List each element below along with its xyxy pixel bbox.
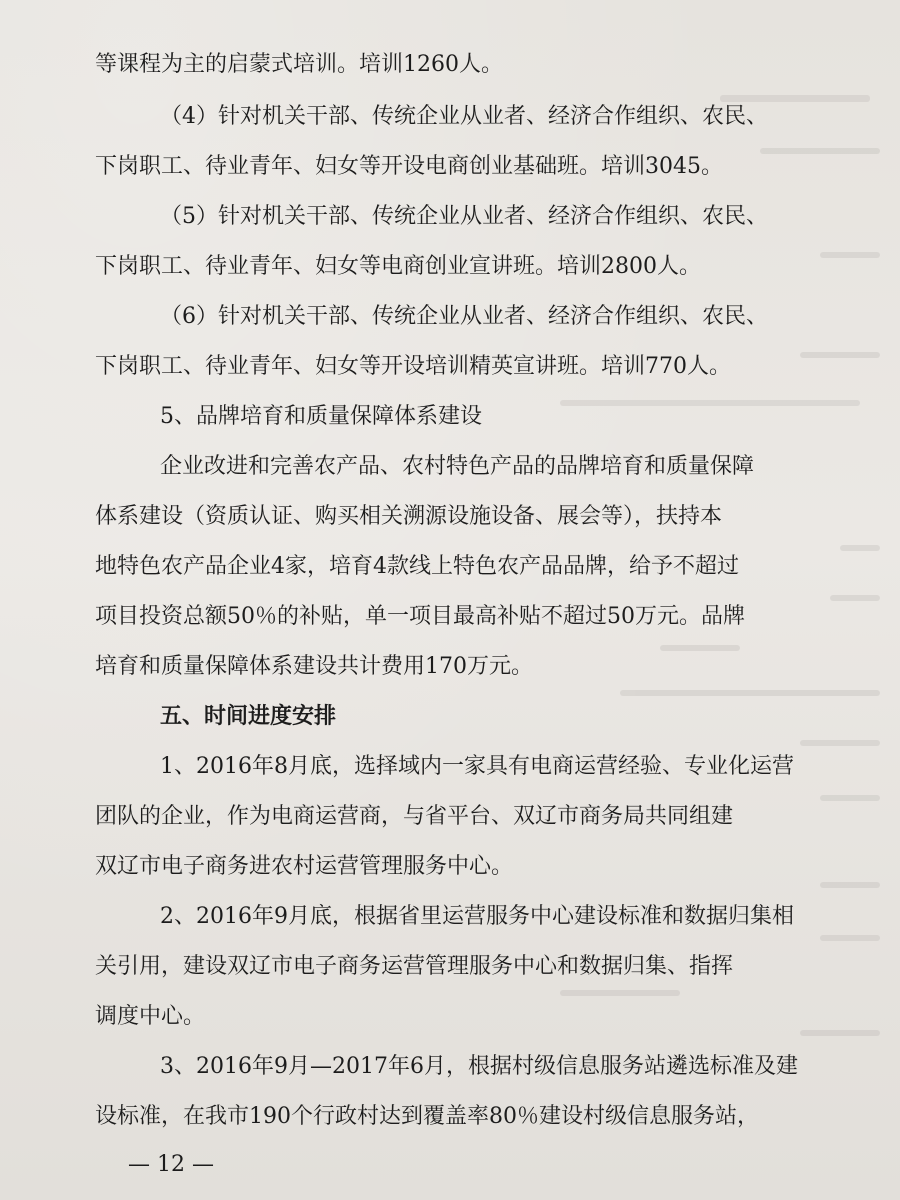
text-line: 企业改进和完善农产品、农村特色产品的品牌培育和质量保障 <box>160 454 755 479</box>
text-line: 双辽市电子商务进农村运营管理服务中心。 <box>95 854 514 879</box>
text-line: 下岗职工、待业青年、妇女等开设培训精英宣讲班。培训770人。 <box>95 354 731 379</box>
text-line: 3、2016年9月—2017年6月，根据村级信息服务站遴选标准及建 <box>160 1054 798 1079</box>
chapter-heading: 五、时间进度安排 <box>160 704 337 729</box>
text-line: 培育和质量保障体系建设共计费用170万元。 <box>95 654 533 679</box>
text-line: 2、2016年9月底，根据省里运营服务中心建设标准和数据归集相 <box>160 904 794 929</box>
text-line: 1、2016年8月底，选择域内一家具有电商运营经验、专业化运营 <box>160 754 794 779</box>
text-line: 下岗职工、待业青年、妇女等电商创业宣讲班。培训2800人。 <box>95 254 701 279</box>
text-line: 设标准，在我市190个行政村达到覆盖率80％建设村级信息服务站， <box>95 1104 759 1129</box>
text-line: 地特色农产品企业4家，培育4款线上特色农产品品牌，给予不超过 <box>95 554 739 579</box>
text-line: 体系建设（资质认证、购买相关溯源设施设备、展会等），扶持本 <box>95 504 723 529</box>
text-line: 调度中心。 <box>95 1004 206 1029</box>
text-line: （5）针对机关干部、传统企业从业者、经济合作组织、农民、 <box>160 204 768 229</box>
text-line: 项目投资总额50％的补贴，单一项目最高补贴不超过50万元。品牌 <box>95 604 745 629</box>
section-heading: 5、品牌培育和质量保障体系建设 <box>160 404 482 429</box>
text-line: 团队的企业，作为电商运营商，与省平台、双辽市商务局共同组建 <box>95 804 734 829</box>
page-number: — 12 — <box>128 1152 214 1177</box>
text-line: （6）针对机关干部、传统企业从业者、经济合作组织、农民、 <box>160 304 768 329</box>
text-line: 等课程为主的启蒙式培训。培训1260人。 <box>95 52 503 77</box>
text-line: （4）针对机关干部、传统企业从业者、经济合作组织、农民、 <box>160 104 768 129</box>
text-line: 关引用，建设双辽市电子商务运营管理服务中心和数据归集、指挥 <box>95 954 734 979</box>
text-line: 下岗职工、待业青年、妇女等开设电商创业基础班。培训3045。 <box>95 154 723 179</box>
